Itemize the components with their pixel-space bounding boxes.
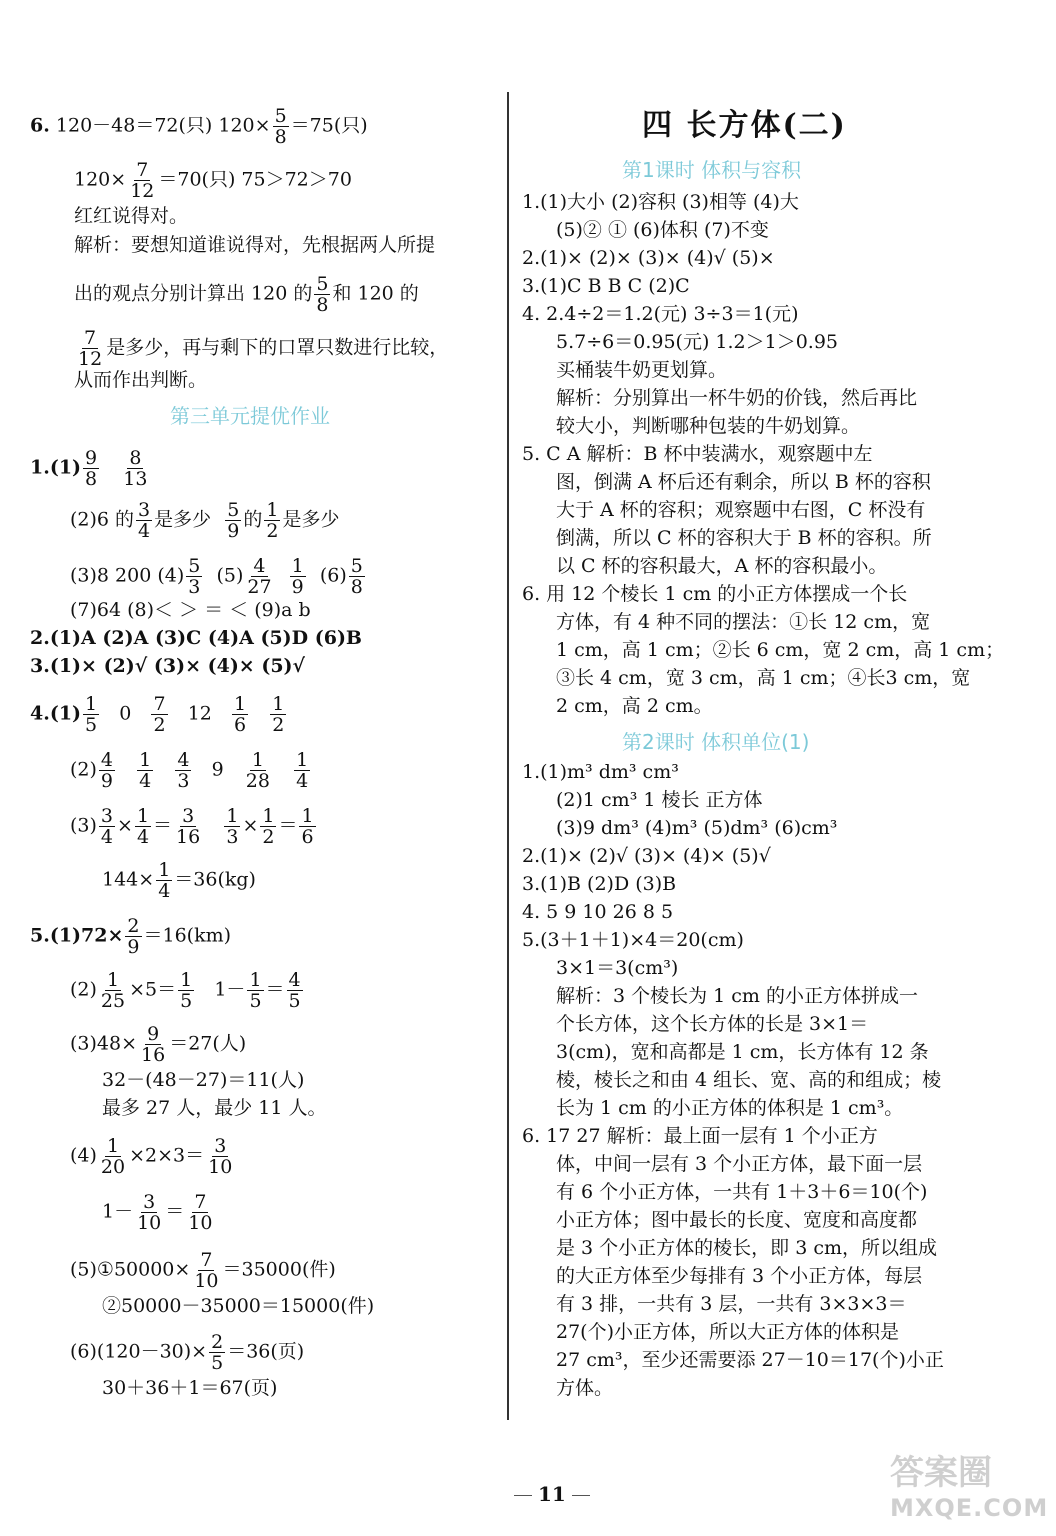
s-item3: 3.(1)B (2)D (3)B [522,873,677,895]
s-item5-g: 长为 1 cm 的小正方体的体积是 1 cm³。 [556,1097,904,1119]
item5-line4: 32－(48－27)＝11(人) [102,1069,305,1091]
fraction: $\frac{1}{2}$ [266,499,279,542]
fraction: $\frac{1}{5}$ [180,969,193,1012]
q6-line5: 出的观点分别计算出 120 的 $\frac{5}{8}$ 和 120 的 [74,273,419,316]
s-item5-d: 个长方体，这个长方体的长是 3×1＝ [556,1013,869,1035]
fraction: $\frac{5}{9}$ [227,499,240,542]
item4-line4: 144× $\frac{1}{4}$ ＝36(kg) [102,859,256,902]
item1-line1: 1.(1) $\frac{9}{8}$ $\frac{8}{13}$ [30,447,148,490]
item5-line8: (5)①50000× $\frac{7}{10}$ ＝35000(件) [70,1249,336,1292]
s-item5-b: 3×1＝3(cm³) [556,957,679,979]
fraction: $\frac{1}{5}$ [249,969,262,1012]
r-item4-c: 买桶装牛奶更划算。 [556,359,728,381]
item5-line7: 1－ $\frac{3}{10}$ ＝ $\frac{7}{10}$ [102,1191,213,1234]
lesson1-title: 第1课时 体积与容积 [622,158,802,182]
fraction: $\frac{1}{4}$ [296,749,309,792]
item5-line10: (6)(120－30)× $\frac{2}{5}$ ＝36(页) [70,1331,305,1374]
r-item6-c: 1 cm，高 1 cm；②长 6 cm，宽 2 cm，高 1 cm； [556,639,1005,661]
item2: 2.(1)A (2)A (3)C (4)A (5)D (6)B [30,627,362,649]
item4-line1: 4.(1) $\frac{1}{5}$ 0 $\frac{7}{2}$ 12 $\frac{1}{6}$ $\frac{1}{2}$ [30,693,285,736]
fraction: $\frac{5}{3}$ [188,555,201,598]
s-item6-i: 27 cm³，至少还需要添 27－10＝17(个)小正 [556,1349,944,1371]
fraction: $\frac{8}{13}$ [123,447,148,490]
s-item2: 2.(1)× (2)√ (3)× (4)× (5)√ [522,845,771,867]
fraction: $\frac{2}{9}$ [127,915,140,958]
fraction: $\frac{5}{8}$ [274,105,287,148]
fraction: $\frac{4}{9}$ [100,749,114,792]
fraction: $\frac{1}{28}$ [245,749,270,792]
q6-analysis: 解析：要想知道谁说得对，先根据两人所提 [74,234,436,256]
fraction: $\frac{3}{16}$ [176,805,201,848]
item5-line5: 最多 27 人，最少 11 人。 [102,1097,327,1119]
s-item6-f: 的大正方体至少每排有 3 个小正方体，每层 [556,1265,923,1287]
r-item5-b: 图，倒满 A 杯后还有剩余，所以 B 杯的容积 [556,471,931,493]
item5-line1: 5.(1)72× $\frac{2}{9}$ ＝16(km) [30,915,232,958]
s-item6-c: 有 6 个小正方体，一共有 1＋3＋6＝10(个) [556,1181,928,1203]
fraction: $\frac{3}{4}$ [138,499,151,542]
r-item1-b: (5)② ① (6)体积 (7)不变 [556,219,769,241]
item1-line3: (3)8 200 (4) $\frac{5}{3}$ (5) $\frac{4}{27}$ $\frac{1}{9}$ (6) $\frac{5}{8}$ [70,555,363,598]
item4-line3: (3) $\frac{3}{4}$ × $\frac{1}{4}$ ＝ $\frac{3}{16}$ $\frac{1}{3}$ × $\frac{1}{2}$ ＝ $\frac{1}{6}$ [70,805,314,848]
r-item3: 3.(1)C B B C (2)C [522,275,690,297]
r-item4-e: 较大小，判断哪种包装的牛奶划算。 [556,415,861,437]
s-item6-d: 小正方体；图中最长的长度、宽度和高度都 [556,1209,918,1231]
item3: 3.(1)× (2)√ (3)× (4)× (5)√ [30,655,306,677]
fraction: $\frac{1}{3}$ [226,805,239,848]
fraction: $\frac{3}{4}$ [100,805,114,848]
r-item6-e: 2 cm，高 2 cm。 [556,695,713,717]
fraction: $\frac{9}{8}$ [85,447,98,490]
fraction: $\frac{1}{25}$ [100,969,126,1012]
chapter-title: 四 长方体(二) [642,108,847,143]
fraction: $\frac{7}{12}$ [78,327,103,370]
s-item5-f: 棱，棱长之和由 4 组长、宽、高的和组成；棱 [556,1069,942,1091]
fraction: $\frac{4}{5}$ [288,969,301,1012]
r-item5-d: 倒满，所以 C 杯的容积大于 B 杯的容积。所 [556,527,932,549]
fraction: $\frac{1}{4}$ [158,859,171,902]
r-item4-d: 解析：分别算出一杯牛奶的价钱，然后再比 [556,387,918,409]
fraction: $\frac{7}{10}$ [194,1249,219,1292]
fraction: $\frac{4}{27}$ [247,555,272,598]
r-item4-a: 4. 2.4÷2＝1.2(元) 3÷3＝1(元) [522,303,799,325]
q6-line7: 从而作出判断。 [74,369,208,391]
column-divider [507,92,509,1420]
fraction: $\frac{7}{10}$ [188,1191,213,1234]
r-item5-c: 大于 A 杯的容积；观察题中右图，C 杯没有 [556,499,926,521]
item5-line3: (3)48× $\frac{9}{16}$ ＝27(人) [70,1023,247,1066]
r-item6-a: 6. 用 12 个棱长 1 cm 的小正方体摆成一个长 [522,583,908,605]
fraction: $\frac{3}{10}$ [208,1135,233,1178]
s-item6-g: 有 3 排，一共有 3 层，一共有 3×3×3＝ [556,1293,907,1315]
fraction: $\frac{1}{4}$ [136,805,150,848]
fraction: $\frac{1}{20}$ [100,1135,126,1178]
item5-line11: 30＋36＋1＝67(页) [102,1377,278,1399]
item5-line2: (2) $\frac{1}{25}$ ×5＝ $\frac{1}{5}$ 1－ $\frac{1}{5}$ ＝ $\frac{4}{5}$ [70,969,301,1012]
s-item4: 4. 5 9 10 26 8 5 [522,901,674,923]
section-title-unit3: 第三单元提优作业 [170,404,330,428]
q6-line6: $\frac{7}{12}$ 是多少，再与剩下的口罩只数进行比较， [78,327,449,370]
fraction: $\frac{1}{6}$ [234,693,247,736]
fraction: $\frac{1}{4}$ [139,749,152,792]
fraction: $\frac{1}{2}$ [272,693,285,736]
fraction: $\frac{5}{8}$ [350,555,363,598]
s-item5-e: 3(cm)，宽和高都是 1 cm，长方体有 12 条 [556,1041,929,1063]
fraction: $\frac{4}{3}$ [177,749,190,792]
item1-line2: (2)6 的 $\frac{3}{4}$ 是多少 $\frac{5}{9}$ 的 $\frac{1}{2}$ 是多少 [70,499,340,542]
fraction: $\frac{5}{8}$ [316,273,329,316]
fraction: $\frac{1}{5}$ [85,693,98,736]
r-item1-a: 1.(1)大小 (2)容积 (3)相等 (4)大 [522,191,799,213]
s-item1-b: (2)1 cm³ 1 棱长 正方体 [556,789,763,811]
r-item6-b: 方体，有 4 种不同的摆法：①长 12 cm，宽 [556,611,931,633]
fraction: $\frac{9}{16}$ [141,1023,166,1066]
q6-line2: 120× $\frac{7}{12}$ ＝70(只) 75＞72＞70 [74,159,352,202]
item1-line4: (7)64 (8)＜ ＞ ＝ ＜ (9)a b [70,599,311,621]
s-item6-b: 体，中间一层有 3 个小正方体，最下面一层 [556,1153,923,1175]
fraction: $\frac{2}{5}$ [211,1331,224,1374]
r-item5-a: 5. C A 解析：B 杯中装满水，观察题中左 [522,443,873,465]
s-item1-a: 1.(1)m³ dm³ cm³ [522,761,679,783]
item4-line2: (2) $\frac{4}{9}$ $\frac{1}{4}$ $\frac{4}{3}$ 9 $\frac{1}{28}$ $\frac{1}{4}$ [70,749,309,792]
item5-line6: (4) $\frac{1}{20}$ ×2×3＝ $\frac{3}{10}$ [70,1135,233,1178]
s-item5-c: 解析：3 个棱长为 1 cm 的小正方体拼成一 [556,985,918,1007]
s-item1-c: (3)9 dm³ (4)m³ (5)dm³ (6)cm³ [556,817,838,839]
s-item6-a: 6. 17 27 解析：最上面一层有 1 个小正方 [522,1125,878,1147]
r-item4-b: 5.7÷6＝0.95(元) 1.2＞1＞0.95 [556,331,839,353]
r-item6-d: ③长 4 cm，宽 3 cm，高 1 cm；④长3 cm，宽 [556,667,971,689]
fraction: $\frac{7}{12}$ [130,159,155,202]
q6-line3: 红红说得对。 [74,205,189,227]
lesson2-title: 第2课时 体积单位(1) [622,730,810,754]
q6-line1: 6. 120－48＝72(只) 120× $\frac{5}{8}$ ＝75(只) [30,105,368,148]
fraction: $\frac{1}{2}$ [262,805,275,848]
s-item6-h: 27(个)小正方体，所以大正方体的体积是 [556,1321,900,1343]
fraction: $\frac{7}{2}$ [153,693,166,736]
s-item6-e: 是 3 个小正方体的棱长，即 3 cm，所以组成 [556,1237,937,1259]
s-item6-j: 方体。 [556,1377,614,1399]
r-item2: 2.(1)× (2)× (3)× (4)√ (5)× [522,247,775,269]
item5-line9: ②50000－35000＝15000(件) [102,1295,375,1317]
fraction: $\frac{3}{10}$ [137,1191,162,1234]
s-item5-a: 5.(3＋1＋1)×4＝20(cm) [522,929,744,951]
r-item5-e: 以 C 杯的容积最大，A 杯的容积最小。 [556,555,888,577]
fraction: $\frac{1}{6}$ [301,805,314,848]
watermark-logo: 答案圈 MXQE.COM [890,1453,1049,1522]
fraction: $\frac{1}{9}$ [291,555,304,598]
page-number: 11 [508,1482,596,1506]
